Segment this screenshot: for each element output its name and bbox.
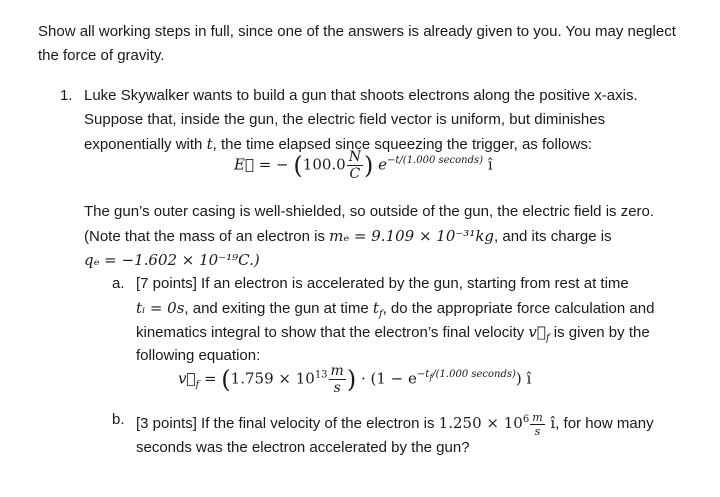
problem-number: 1. bbox=[60, 87, 73, 104]
field-unit-den: C bbox=[347, 165, 363, 181]
v-coef: 1.759 × 10 bbox=[230, 369, 315, 388]
field-equation bbox=[234, 150, 493, 181]
v-eq: = bbox=[199, 369, 222, 388]
part-b-value: 1.250 × 10 bbox=[438, 414, 523, 432]
part-a-l3-post: is given by the bbox=[549, 324, 650, 341]
part-a-line-4: following equation: bbox=[136, 347, 261, 364]
part-a-line-1: [7 points] If an electron is accelerated by the gun, starting from rest at time bbox=[136, 275, 629, 292]
part-a-l2-mid: , and exiting the gun at time bbox=[184, 300, 373, 317]
part-b-l1-pre: [3 points] If the final velocity of the electron is bbox=[136, 415, 439, 432]
line3-pre: exponentially with bbox=[84, 136, 207, 153]
v-dot: · bbox=[356, 369, 371, 388]
mass-pre: (Note that the mass of an electron is bbox=[84, 228, 330, 245]
part-b-l1-post: , for how many bbox=[555, 415, 654, 432]
part-a-tf-sub: f bbox=[378, 309, 383, 320]
paren-close: ) bbox=[363, 151, 374, 180]
velocity-equation bbox=[178, 364, 531, 395]
line3-post: , the time elapsed since squeezing the trigger, as follows: bbox=[212, 136, 592, 153]
problem-line-2: Suppose that, inside the gun, the electric field vector is uniform, but diminishes bbox=[84, 111, 606, 128]
part-a-l3-pre: kinematics integral to show that the electron’s final velocity bbox=[136, 324, 529, 341]
clipped-previous-line bbox=[40, 0, 460, 4]
v-paren2-open: (1 − e bbox=[370, 369, 417, 388]
field-exp-base: e bbox=[378, 155, 388, 174]
part-a-tf: t bbox=[372, 299, 379, 317]
field-coef: 100.0 bbox=[302, 155, 346, 174]
v-exponent bbox=[417, 369, 516, 380]
v-exponent-rest: /(1.000 seconds) bbox=[432, 368, 516, 380]
v-coef-exp: 13 bbox=[314, 369, 328, 381]
v-unit-num: m bbox=[330, 363, 344, 379]
field-unit-vector: î bbox=[487, 155, 493, 174]
field-exponent: −t/(1.000 seconds) bbox=[387, 154, 484, 166]
part-b-vec: î bbox=[545, 414, 556, 432]
intro-line-1: Show all working steps in full, since one of the answers is already given to you. You may neglect bbox=[38, 23, 676, 40]
v-lhs: v⃗ bbox=[178, 369, 196, 388]
intro-line-2: the force of gravity. bbox=[38, 47, 165, 64]
line3-var-t: t bbox=[206, 135, 213, 153]
mass-post: , and its charge is bbox=[494, 228, 612, 245]
v-lhs-sub: f bbox=[195, 379, 200, 391]
charge-line bbox=[84, 248, 260, 273]
part-b-line-2: seconds was the electron accelerated by the gun? bbox=[136, 439, 470, 456]
part-a-l2-post: , do the appropriate force calculation and bbox=[382, 300, 655, 317]
v-unit-fraction bbox=[329, 364, 346, 395]
part-b-line-1 bbox=[136, 408, 654, 437]
mass-value: mₑ = 9.109 × 10⁻³¹kg bbox=[329, 227, 495, 245]
part-b-unit-num: m bbox=[532, 410, 543, 424]
v-exponent-sub: f bbox=[429, 372, 433, 382]
casing-line: The gun’s outer casing is well-shielded, so outside of the gun, the electric field is zero. bbox=[84, 203, 655, 220]
paren-open: ( bbox=[293, 151, 303, 180]
part-a-label: a. bbox=[112, 275, 125, 292]
part-a-ti: tᵢ = 0s bbox=[136, 299, 185, 317]
part-a-vf: v⃗ bbox=[528, 323, 546, 341]
part-b-unit-fraction bbox=[530, 412, 544, 437]
part-b-label: b. bbox=[112, 411, 125, 428]
part-b-exp: 6 bbox=[522, 414, 530, 425]
field-unit-fraction bbox=[347, 150, 363, 181]
mass-line bbox=[84, 224, 612, 249]
v-paren-open: ( bbox=[221, 365, 231, 394]
part-b-unit-den: s bbox=[530, 424, 544, 437]
v-paren-close: ) bbox=[346, 365, 357, 394]
v-paren2-close: ) bbox=[515, 369, 522, 388]
v-exponent-t: −t bbox=[416, 368, 430, 380]
part-a-vf-sub: f bbox=[545, 333, 550, 344]
v-unit-den: s bbox=[329, 379, 346, 395]
v-unit-vector: î bbox=[521, 369, 532, 388]
charge-value: qₑ = −1.602 × 10⁻¹⁹C.) bbox=[84, 251, 260, 269]
field-unit-num: N bbox=[348, 149, 361, 165]
field-lhs: E⃗ = − bbox=[234, 155, 289, 174]
problem-line-1: Luke Skywalker wants to build a gun that shoots electrons along the positive x-axis. bbox=[84, 87, 638, 104]
